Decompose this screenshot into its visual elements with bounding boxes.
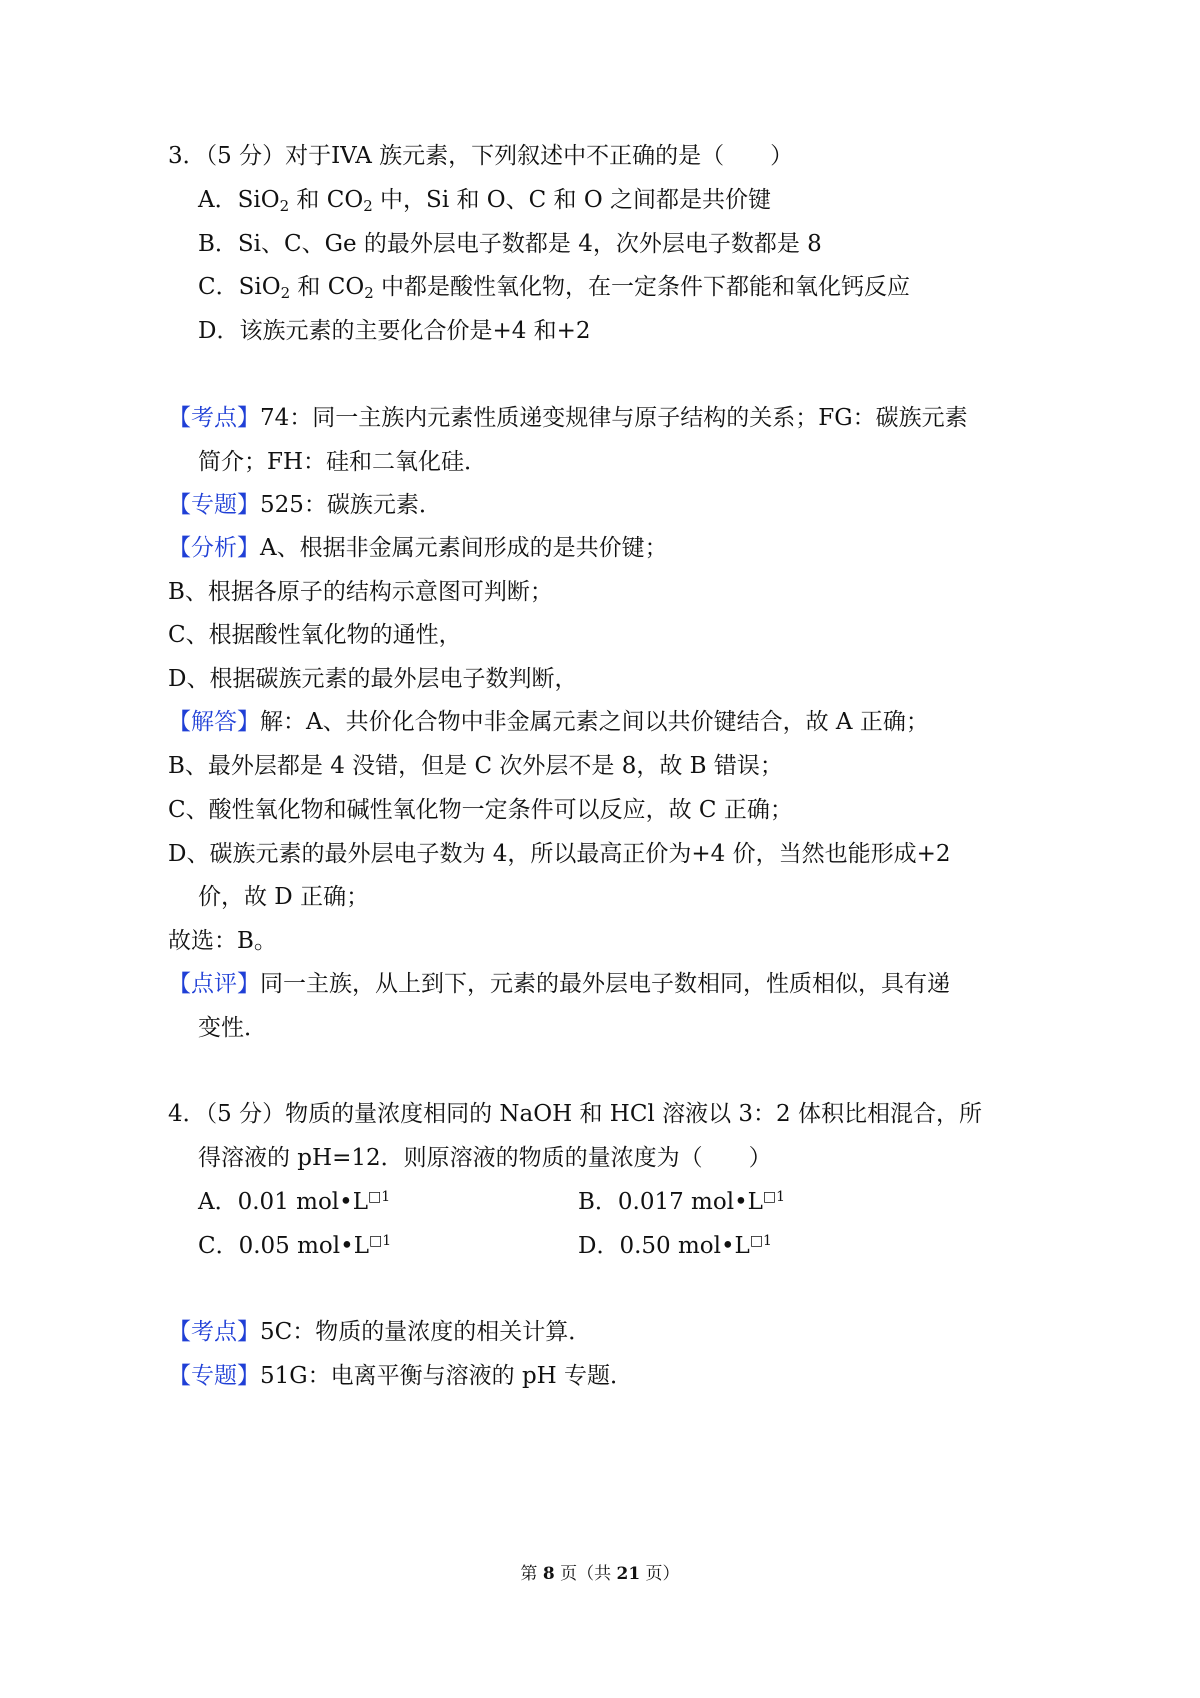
answer-3-kaodian-cont: 简介；FH：硅和二氧化硅． <box>198 449 488 475</box>
answer-3-jieda-b: B、最外层都是 4 没错，但是 C 次外层不是 8，故 B 错误； <box>168 753 783 779</box>
answer-3-zhuanti: 【专题】525：碳族元素． <box>168 492 442 518</box>
answer-4-kaodian: 【考点】5C：物质的量浓度的相关计算． <box>168 1319 592 1345</box>
zhuanti-tag: 【专题】 <box>168 1363 260 1389</box>
page-number: 8 <box>542 1564 555 1584</box>
question-3-option-a: A．SiO$_2$ 和 $CO_2$ 中，Si 和 O、C 和 O 之间都是共价键 <box>198 187 772 215</box>
answer-3-jieda-d: D、碳族元素的最外层电子数为 4，所以最高正价为+4 价，当然也能形成+2 <box>168 841 951 867</box>
question-3-stem: 3．（5 分）对于IVA 族元素，下列叙述中不正确的是（ ） <box>168 143 794 169</box>
answer-3-dianping-cont: 变性． <box>198 1015 267 1041</box>
dianping-tag: 【点评】 <box>168 971 260 997</box>
answer-3-fenxi-b: B、根据各原子的结构示意图可判断； <box>168 579 553 605</box>
page-total: 21 <box>616 1564 641 1584</box>
answer-3-dianping: 【点评】同一主族，从上到下，元素的最外层电子数相同，性质相似，具有递 <box>168 971 950 997</box>
jieda-tag: 【解答】 <box>168 709 260 735</box>
question-3-option-c: C．SiO$_2$ 和 $CO_2$ 中都是酸性氧化物，在一定条件下都能和氧化钙反应 <box>198 274 911 302</box>
fenxi-tag: 【分析】 <box>168 535 260 561</box>
answer-3-kaodian: 【考点】74：同一主族内元素性质递变规律与原子结构的关系；FG：碳族元素 <box>168 405 968 431</box>
kaodian-tag: 【考点】 <box>168 405 260 431</box>
page-footer: 第 8 页（共 21 页） <box>520 1564 680 1584</box>
question-4-stem: 4．（5 分）物质的量浓度相同的 NaOH 和 HCl 溶液以 3：2 体积比相混合，所 <box>168 1101 982 1127</box>
question-3-option-d: D．该族元素的主要化合价是+4 和+2 <box>198 318 591 344</box>
answer-3-jieda-d-cont: 价，故 D 正确； <box>198 884 370 910</box>
zhuanti-tag: 【专题】 <box>168 492 260 518</box>
question-4-stem-cont: 得溶液的 pH=12．则原溶液的物质的量浓度为（ ） <box>198 1145 772 1171</box>
question-4-option-a: A．0.01 $mol•L^{□1}$ <box>198 1189 391 1215</box>
kaodian-tag: 【考点】 <box>168 1319 260 1345</box>
answer-3-jieda-c: C、酸性氧化物和碱性氧化物一定条件可以反应，故 C 正确； <box>168 797 793 823</box>
answer-4-zhuanti: 【专题】51G：电离平衡与溶液的 pH 专题． <box>168 1363 634 1389</box>
question-3-option-b: B．Si、C、Ge 的最外层电子数都是 4，次外层电子数都是 8 <box>198 231 822 257</box>
answer-3-fenxi-c: C、根据酸性氧化物的通性， <box>168 622 462 648</box>
answer-3-choice: 故选：B。 <box>168 928 277 954</box>
question-4-option-c: C．0.05 $mol•L^{□1}$ <box>198 1233 392 1259</box>
answer-3-fenxi: 【分析】A、根据非金属元素间形成的是共价键； <box>168 535 668 561</box>
answer-3-fenxi-d: D、根据碳族元素的最外层电子数判断， <box>168 666 578 692</box>
answer-3-jieda: 【解答】解：A、共价化合物中非金属元素之间以共价键结合，故 A 正确； <box>168 709 929 735</box>
question-4-option-d: D．0.50 $mol•L^{□1}$ <box>578 1233 772 1259</box>
question-4-option-b: B．0.017 $mol•L^{□1}$ <box>578 1189 786 1215</box>
